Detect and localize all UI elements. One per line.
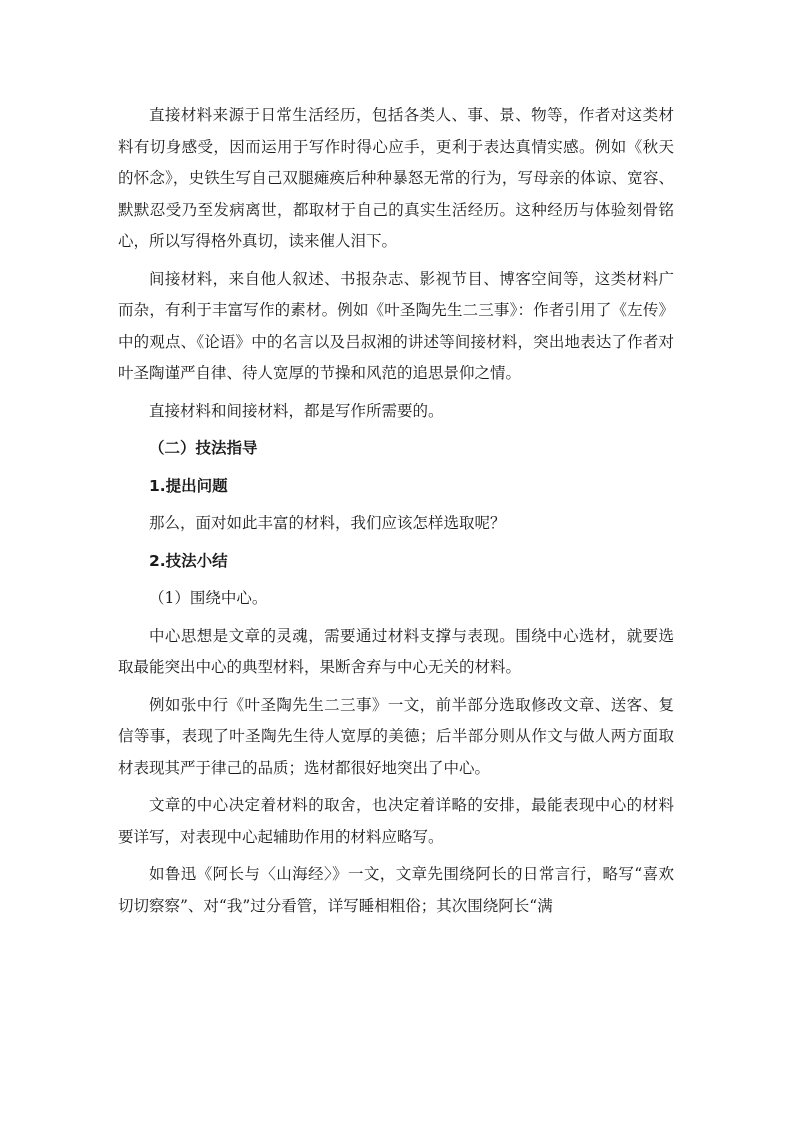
paragraph-indirect-material: 间接材料，来自他人叙述、书报杂志、影视节目、博客空间等，这类材料广而杂，有利于丰富写作的素材。例如《叶圣陶先生二三事》：作者引用了《左传》中的观点、《论语》中的名言以及吕叔湘的讲述等间接材料，突出地表达了作者对叶圣陶谨严自律、待人宽厚的节操和风范的追思景仰之情。 (118, 269, 674, 382)
point-focus-center: （1）围绕中心。 (149, 589, 268, 607)
paragraph-summary: 直接材料和间接材料，都是写作所需要的。 (149, 401, 444, 420)
paragraph-detail-arrangement: 文章的中心决定着材料的取舍，也决定着详略的安排，最能表现中心的材料要详写，对表现中心起辅助作用的材料应略写。 (118, 796, 674, 846)
paragraph-direct-material: 直接材料来源于日常生活经历，包括各类人、事、景、物等，作者对这类材料有切身感受，因而运用于写作时得心应手，更利于表达真情实感。例如《秋天的怀念》，史铁生写自己双腿瘫痪后种种暴怒无常的行为，写母亲的体谅、宽容、默默忍受乃至发病离世，都取材于自己的真实生活经历。这种经历与体验刻骨铭心，所以写得格外真切，读来催人泪下。 (118, 106, 674, 250)
document-page (118, 100, 674, 922)
paragraph-center-idea: 中心思想是文章的灵魂，需要通过材料支撑与表现。围绕中心选材，就要选取最能突出中心的典型材料，果断舍弃与中心无关的材料。 (118, 626, 674, 676)
subheading-summary: 2.技法小结 (149, 551, 228, 570)
paragraph-example-luxun: 如鲁迅《阿长与〈山海经〉》一文，文章先围绕阿长的日常言行，略写“喜欢切切察察”、对“我”过分看管，详写睡相粗俗；其次围绕阿长“满 (118, 865, 674, 915)
subheading-question: 1.提出问题 (149, 476, 228, 495)
paragraph-example-ye: 例如张中行《叶圣陶先生二三事》一文，前半部分选取修改文章、送客、复信等事，表现了叶圣陶先生待人宽厚的美德；后半部分则从作文与做人两方面取材表现其严于律己的品质；选材都很好地突出了中心。 (118, 695, 674, 777)
section-heading-technique: （二）技法指导 (149, 439, 258, 457)
paragraph-question: 那么，面对如此丰富的材料，我们应该怎样选取呢？ (149, 514, 506, 532)
